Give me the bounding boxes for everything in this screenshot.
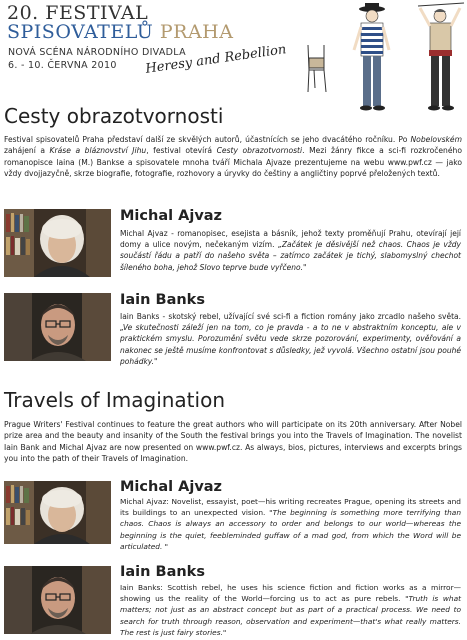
author-photo-banks: [4, 293, 111, 361]
author-bio-ajvaz-cz: Michal Ajvaz - romanopisec, esejista a básník, jehož texty proměňují Prahu, otevírají její domy a ulice novým, nečekaným vizím. „Začátek je děsivější než chaos. Chaos je vždy součástí řádu a patří do našeho světa – zatímco začátek je tichý, slabomyslný chechot šíleného boha, jehož Slovo teprve bude vyřčeno.": [120, 229, 461, 272]
author-photo-ajvaz-en: [4, 481, 111, 544]
festival-venue: NOVÁ SCÉNA NÁRODNÍHO DIVADLA: [8, 47, 186, 58]
author-bio-ajvaz-en: Michal Ajvaz: Novelist, essayist, poet—his writing recreates Prague, opening its streets and its buildings to an unexpected vision. "The beginning is something more terrifying than chaos. Chaos is always an accessory to order and belongs to our world—whereas the beginning is the quiet, feebleminded guffaw of a mad god, from which the Word will be articulated. ": [120, 497, 462, 551]
english-intro-paragraph: Prague Writers' Festival continues to feature the great authors who will participate on its 20th anniversary. After Nobel prize area and the beauty and insanity of the South the festival brings you into the Travels of Imagination. The novelist Iain Bank and Michal Ajvaz are now presented on www.pwf.cz. As always, bios, pictures, interviews and excerpts brings you into the path of their Travels of Imagination.: [4, 420, 462, 463]
author-name-banks-en: Iain Banks: [120, 564, 205, 580]
author-photo-banks-en: [4, 566, 111, 634]
author-name-banks-cz: Iain Banks: [120, 292, 205, 308]
festival-title-writers: SPISOVATELŮ: [7, 21, 154, 43]
english-section-title: Travels of Imagination: [4, 388, 225, 412]
festival-title-city: PRAHA: [159, 21, 234, 43]
figure-with-stick-illustration: [418, 3, 464, 111]
author-bio-banks-cz: Iain Banks - skotský rebel, užívající své sci-fi a fiction romány jako zrcadlo našeho světa. „Ve skutečnosti záleží jen na tom, co je pravda - a to ne v abstraktním konceptu, ale v praktickém smyslu. Porozumění světu vede skrze pozorování, experimenty, ověřování a nakonec se ještě musíme konfrontovat s důsledky, jež vyvolá. Všechno ostatní jsou pouhé pohádky.": [120, 312, 461, 366]
festival-header: [0, 0, 467, 120]
festival-dates: 6. - 10. ČERVNA 2010: [8, 60, 117, 71]
festival-title-line1: 20. FESTIVAL: [7, 2, 149, 24]
czech-intro-paragraph: Festival spisovatelů Praha představí další ze skvělých autorů, účastnících se jeho dvacátého ročníku. Po Nobelovském zahájení a Kráse a bláznovství Jihu, festival otevírá Cesty obrazotvornosti. Mezi žánry fikce a sci-fi rozkročeného romanopisce laina (M.) Bankse a spisovatele mnoha tváří Michala Ajvaze prezentujeme na webu www.pwf.cz — jako vždy dvojjazyčně, skrze biografie, fotografie, rozhovory a úryvky do češtiny a angličtiny poprvé přeložených textů.: [4, 135, 463, 178]
festival-title-line2: [7, 21, 233, 43]
figure-striped-shirt-illustration: [354, 3, 389, 111]
festival-motto: Heresy and Rebellion: [144, 42, 288, 77]
author-name-ajvaz-en: Michal Ajvaz: [120, 479, 222, 495]
festival-illustration: [300, 0, 467, 120]
author-photo-ajvaz: [4, 209, 111, 277]
czech-section-title: Cesty obrazotvornosti: [4, 104, 224, 128]
author-name-ajvaz-cz: Michal Ajvaz: [120, 208, 222, 224]
chair-illustration: [308, 45, 326, 92]
author-bio-banks-en: Iain Banks: Scottish rebel, he uses his science fiction and fiction works as a mirror—showing us the reality of the World—forcing us to act as pure rebels. "Truth is what matters; not just as an abstract concept but as part of a practical process. We need to search for truth through reason, observation and experiment—that's what really matters. The rest is just fairy stories.": [120, 583, 462, 637]
